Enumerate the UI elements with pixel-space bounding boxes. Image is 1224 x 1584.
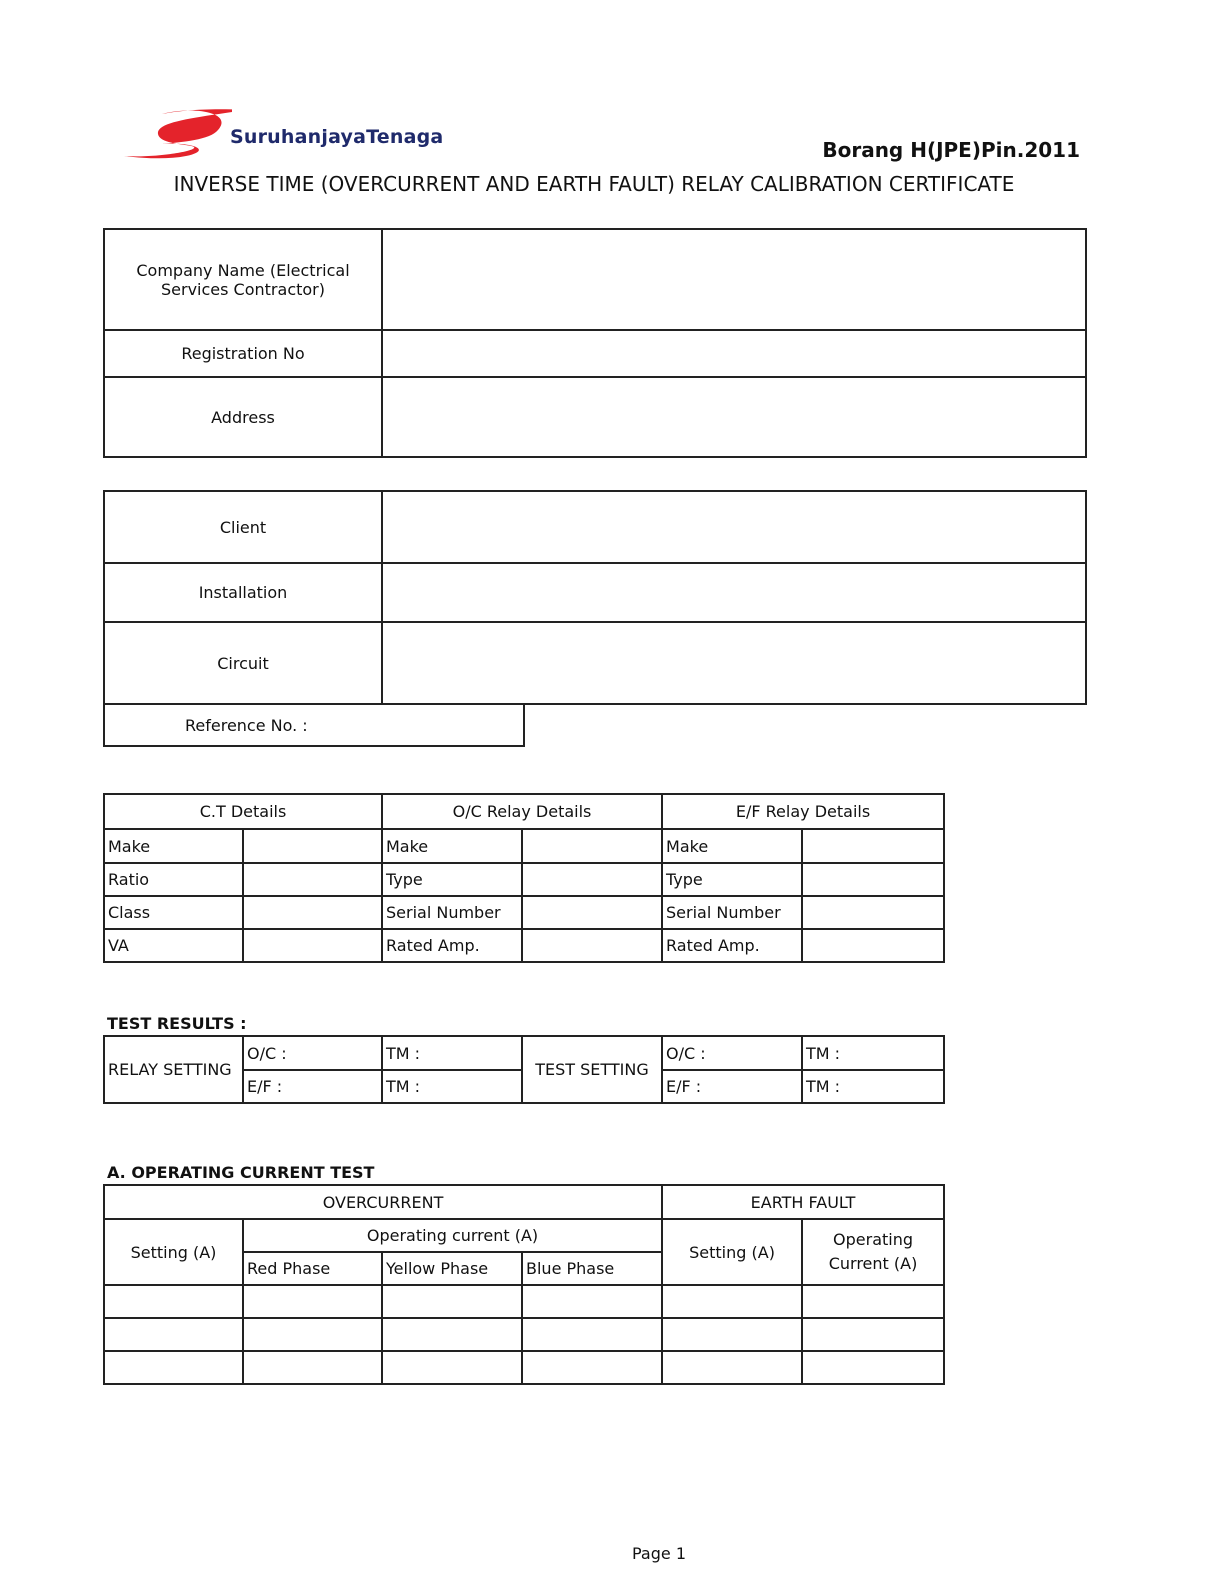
circuit-label: Circuit	[104, 622, 382, 704]
ef-relay-details-header: E/F Relay Details	[662, 794, 944, 829]
ef-setting-cell[interactable]	[662, 1285, 802, 1318]
reference-no-label: Reference No. :	[185, 715, 308, 735]
relay-oc-tm-field[interactable]	[382, 1036, 522, 1070]
relay-setting-label: RELAY SETTING	[104, 1036, 243, 1103]
company-name-field[interactable]	[382, 229, 1086, 330]
relay-ef-field[interactable]	[243, 1070, 382, 1103]
company-name-label: Company Name (Electrical Services Contractor)	[104, 229, 382, 330]
red-phase-cell[interactable]	[243, 1351, 382, 1384]
contractor-table	[103, 228, 1087, 458]
oc-setting-header: Setting (A)	[104, 1219, 243, 1285]
ef-setting-cell[interactable]	[662, 1351, 802, 1384]
ct-ratio-field[interactable]	[243, 863, 382, 896]
operating-current-test-label: A. OPERATING CURRENT TEST	[107, 1163, 375, 1182]
reference-no-field[interactable]	[104, 704, 524, 746]
oc-setting-cell[interactable]	[104, 1285, 243, 1318]
ef-setting-cell[interactable]	[662, 1318, 802, 1351]
blue-phase-cell[interactable]	[522, 1351, 662, 1384]
ef-row-label: Rated Amp.	[662, 929, 802, 962]
test-oc-tm-field[interactable]	[802, 1036, 944, 1070]
address-label: Address	[104, 377, 382, 457]
ef-row-label: Serial Number	[662, 896, 802, 929]
oc-serial-field[interactable]	[522, 896, 662, 929]
blue-phase-cell[interactable]	[522, 1318, 662, 1351]
logo-wordmark: SuruhanjayaTenaga	[230, 126, 444, 148]
test-ef-tm-field[interactable]	[802, 1070, 944, 1103]
oc-row-label: Make	[382, 829, 522, 863]
yellow-phase-cell[interactable]	[382, 1351, 522, 1384]
blue-phase-header: Blue Phase	[522, 1252, 662, 1285]
page-number: Page 1	[632, 1544, 686, 1563]
client-label: Client	[104, 491, 382, 563]
test-oc-tm-label: TM :	[806, 1043, 841, 1063]
address-field[interactable]	[382, 377, 1086, 457]
relay-oc-field[interactable]	[243, 1036, 382, 1070]
client-field[interactable]	[382, 491, 1086, 563]
relay-oc-tm-label: TM :	[386, 1043, 421, 1063]
oc-make-field[interactable]	[522, 829, 662, 863]
test-ef-field[interactable]	[662, 1070, 802, 1103]
registration-no-field[interactable]	[382, 330, 1086, 377]
red-phase-header: Red Phase	[243, 1252, 382, 1285]
oc-type-field[interactable]	[522, 863, 662, 896]
test-results-label: TEST RESULTS :	[107, 1014, 247, 1033]
installation-field[interactable]	[382, 563, 1086, 622]
suruhanjaya-tenaga-logo	[122, 106, 492, 162]
test-oc-label: O/C :	[666, 1043, 706, 1063]
ct-row-label: Make	[104, 829, 243, 863]
ef-type-field[interactable]	[802, 863, 944, 896]
operating-current-table	[103, 1184, 945, 1385]
test-setting-label: TEST SETTING	[522, 1036, 662, 1103]
table-row	[104, 1351, 944, 1384]
overcurrent-header: OVERCURRENT	[104, 1185, 662, 1219]
ct-row-label: Class	[104, 896, 243, 929]
test-results-table	[103, 1035, 945, 1104]
ef-row-label: Type	[662, 863, 802, 896]
oc-relay-details-header: O/C Relay Details	[382, 794, 662, 829]
ef-make-field[interactable]	[802, 829, 944, 863]
ct-row-label: VA	[104, 929, 243, 962]
registration-no-label: Registration No	[104, 330, 382, 377]
ct-va-field[interactable]	[243, 929, 382, 962]
ct-row-label: Ratio	[104, 863, 243, 896]
relay-ef-tm-label: TM :	[386, 1077, 421, 1096]
document-title: INVERSE TIME (OVERCURRENT AND EARTH FAULT) RELAY CALIBRATION CERTIFICATE	[173, 172, 1015, 196]
form-code: Borang H(JPE)Pin.2011	[822, 138, 1080, 162]
ef-rated-amp-field[interactable]	[802, 929, 944, 962]
test-oc-field[interactable]	[662, 1036, 802, 1070]
relay-oc-label: O/C :	[247, 1043, 287, 1063]
oc-setting-cell[interactable]	[104, 1351, 243, 1384]
ef-setting-header: Setting (A)	[662, 1219, 802, 1285]
details-table	[103, 793, 945, 963]
yellow-phase-cell[interactable]	[382, 1285, 522, 1318]
test-ef-tm-label: TM :	[806, 1077, 841, 1096]
oc-setting-cell[interactable]	[104, 1318, 243, 1351]
ct-class-field[interactable]	[243, 896, 382, 929]
circuit-field[interactable]	[382, 622, 1086, 704]
ef-serial-field[interactable]	[802, 896, 944, 929]
red-phase-cell[interactable]	[243, 1318, 382, 1351]
relay-ef-label: E/F :	[247, 1077, 283, 1096]
ef-operating-current-header: Operating Current (A)	[802, 1219, 944, 1285]
table-row	[104, 1318, 944, 1351]
test-ef-label: E/F :	[666, 1077, 702, 1096]
ef-operating-cell[interactable]	[802, 1318, 944, 1351]
table-row	[104, 1285, 944, 1318]
oc-row-label: Serial Number	[382, 896, 522, 929]
oc-row-label: Rated Amp.	[382, 929, 522, 962]
ct-make-field[interactable]	[243, 829, 382, 863]
reference-table	[103, 703, 525, 747]
installation-label: Installation	[104, 563, 382, 622]
operating-current-header: Operating current (A)	[243, 1219, 662, 1252]
yellow-phase-cell[interactable]	[382, 1318, 522, 1351]
ct-details-header: C.T Details	[104, 794, 382, 829]
ef-operating-cell[interactable]	[802, 1351, 944, 1384]
client-table	[103, 490, 1087, 705]
swoosh-logo-icon	[122, 106, 232, 162]
oc-row-label: Type	[382, 863, 522, 896]
oc-rated-amp-field[interactable]	[522, 929, 662, 962]
red-phase-cell[interactable]	[243, 1285, 382, 1318]
earth-fault-header: EARTH FAULT	[662, 1185, 944, 1219]
ef-operating-cell[interactable]	[802, 1285, 944, 1318]
yellow-phase-header: Yellow Phase	[382, 1252, 522, 1285]
relay-ef-tm-field[interactable]	[382, 1070, 522, 1103]
blue-phase-cell[interactable]	[522, 1285, 662, 1318]
ef-row-label: Make	[662, 829, 802, 863]
